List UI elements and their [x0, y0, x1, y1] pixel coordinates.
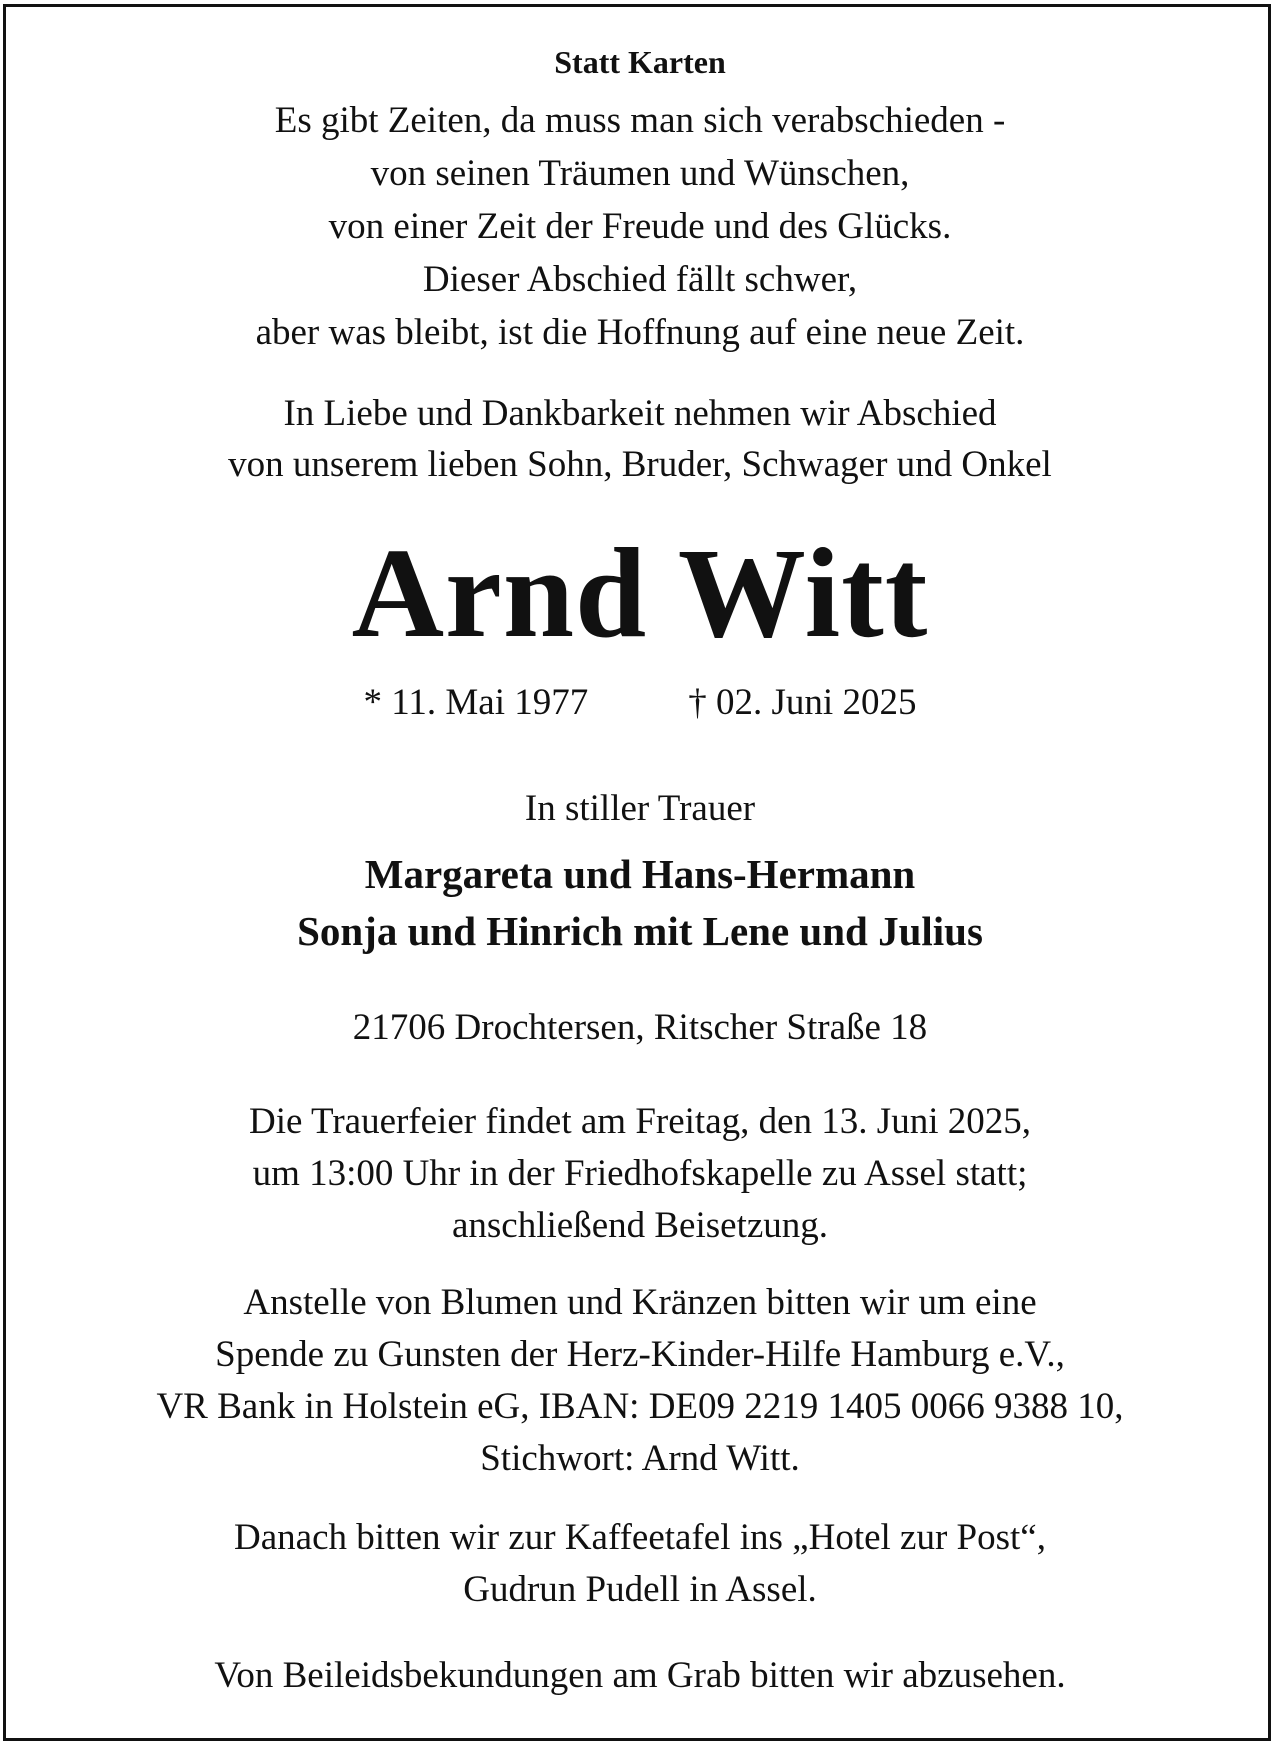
birth-date: * 11. Mai 1977 — [363, 682, 589, 723]
death-date: † 02. Juni 2025 — [688, 682, 917, 723]
notice-header-label — [0, 42, 1280, 82]
poem-line: Es gibt Zeiten, da muss man sich verabschieden - — [274, 100, 1006, 141]
header-text: Statt Karten — [554, 44, 726, 80]
mourning-label-text: In stiller Trauer — [524, 788, 756, 829]
ceremony-line: Die Trauerfeier findet am Freitag, den 13. Juni 2025, — [249, 1101, 1031, 1142]
poem-line: von einer Zeit der Freude und des Glücks. — [328, 206, 952, 247]
ceremony-details — [0, 1096, 1280, 1252]
coffee-line: Gudrun Pudell in Assel. — [463, 1569, 817, 1610]
poem-line: von seinen Träumen und Wünschen, — [370, 153, 910, 194]
mourner-line: Sonja und Hinrich mit Lene und Julius — [297, 908, 983, 954]
mourning-label — [0, 784, 1280, 834]
poem-block — [0, 94, 1280, 359]
donation-line: Spende zu Gunsten der Herz-Kinder-Hilfe Hamburg e.V., — [215, 1334, 1065, 1375]
donation-line: VR Bank in Holstein eG, IBAN: DE09 2219 1405 0066 9388 10, — [156, 1386, 1124, 1427]
farewell-intro — [0, 388, 1280, 490]
family-address — [0, 1003, 1280, 1053]
intro-line: von unserem lieben Sohn, Bruder, Schwager und Onkel — [228, 444, 1052, 485]
deceased-name-text: Arnd Witt — [351, 522, 929, 664]
coffee-line: Danach bitten wir zur Kaffeetafel ins „Hotel zur Post“, — [234, 1517, 1046, 1558]
poem-line: Dieser Abschied fällt schwer, — [422, 259, 858, 300]
donation-request — [0, 1277, 1280, 1485]
closing-text: Von Beileidsbekundungen am Grab bitten wir abzusehen. — [214, 1655, 1066, 1696]
ceremony-line: um 13:00 Uhr in der Friedhofskapelle zu Assel statt; — [252, 1153, 1028, 1194]
ceremony-line: anschließend Beisetzung. — [451, 1205, 829, 1246]
deceased-name — [0, 523, 1280, 663]
intro-line: In Liebe und Dankbarkeit nehmen wir Abschied — [283, 393, 997, 434]
life-dates — [0, 678, 1280, 728]
address-text: 21706 Drochtersen, Ritscher Straße 18 — [352, 1007, 928, 1048]
closing-note — [0, 1651, 1280, 1701]
donation-line: Anstelle von Blumen und Kränzen bitten wir um eine — [243, 1282, 1037, 1323]
poem-line: aber was bleibt, ist die Hoffnung auf eine neue Zeit. — [255, 312, 1025, 353]
donation-line: Stichwort: Arnd Witt. — [480, 1438, 800, 1479]
mourner-line: Margareta und Hans-Hermann — [364, 851, 916, 897]
mourners-list — [0, 846, 1280, 960]
coffee-invitation — [0, 1512, 1280, 1616]
